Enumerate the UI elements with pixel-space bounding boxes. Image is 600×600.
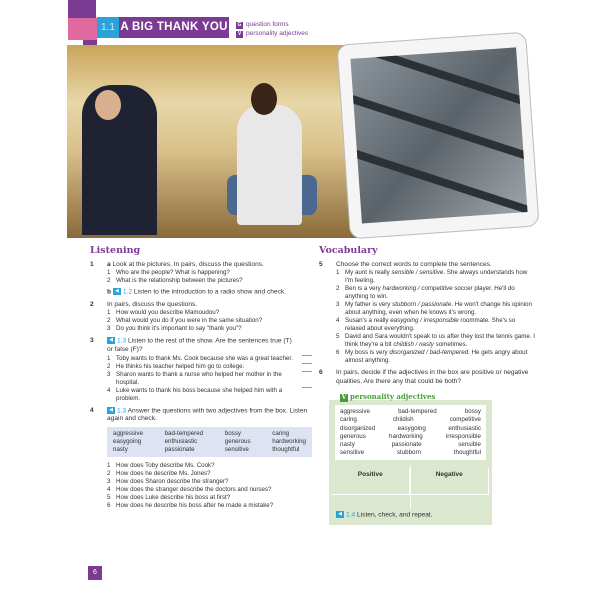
sentence <box>336 349 537 365</box>
track-number: 1.3 <box>117 406 127 414</box>
adjective: bad-tempered <box>398 408 437 416</box>
listening-section <box>90 244 312 514</box>
adjective: generous <box>340 432 366 440</box>
question-text: How does Toby describe Ms. Cook? <box>116 461 215 469</box>
text: roommate. She's so relaxed about everything. <box>345 317 516 333</box>
question <box>107 478 312 486</box>
question-text: What would you do if you were in the same situation? <box>116 317 263 325</box>
question-text: Who are the people? What is happening? <box>116 269 230 277</box>
question-number: 3 <box>107 477 111 485</box>
part-letter: a <box>107 261 111 268</box>
exercise-5 <box>319 261 537 365</box>
question: 1 How would you describe Mamoudou? <box>107 309 220 317</box>
vocabulary-icon: V <box>341 394 347 402</box>
decor-square <box>68 18 97 40</box>
adjective: sensible <box>458 441 481 449</box>
text: My boss is very <box>345 349 390 357</box>
instruction: Answer the questions with two adjectives from the box. Listen again and check. <box>107 406 308 423</box>
text: . She always understands how I'm feeling. <box>345 269 528 285</box>
question-number: 5 <box>107 493 111 501</box>
audio-icon[interactable]: ◀ <box>113 288 121 295</box>
adjective: sensitive <box>340 449 365 457</box>
question <box>107 470 312 478</box>
instruction: Look at the pictures. In pairs, discuss the questions. <box>112 261 264 268</box>
tablet-image <box>336 32 539 240</box>
adjective: easygoing <box>397 424 426 432</box>
text: My father is very <box>345 301 393 309</box>
exercise-number: 3 <box>90 337 94 345</box>
sorting-table <box>332 465 489 508</box>
word-box <box>107 427 312 457</box>
part-letter: b <box>107 288 112 296</box>
adjective: aggressive <box>340 408 370 416</box>
question <box>107 462 312 470</box>
question <box>107 502 312 510</box>
word-choice[interactable]: hardworking / competitive <box>382 285 453 293</box>
statement: 1 Toby wants to thank Ms. Cook because she was a great teacher. <box>107 355 298 363</box>
sentence-number: 4 <box>336 317 340 325</box>
exercise-1 <box>90 261 312 297</box>
word-choice[interactable]: childish / nasty <box>393 341 434 349</box>
sentence-text <box>345 317 537 333</box>
word: caring <box>272 429 290 437</box>
meeting-photo <box>67 45 357 238</box>
word: passionate <box>164 445 195 453</box>
vocabulary-section <box>319 244 537 525</box>
sentence <box>336 317 537 333</box>
question: 3 Do you think it's important to say "thank you"? <box>107 325 242 333</box>
exercise-3 <box>90 337 312 402</box>
column-header: Negative <box>411 468 490 494</box>
question: 2 What would you do if you were in the same situation? <box>107 317 263 325</box>
photo-head <box>95 90 121 120</box>
adjective: irresponsible <box>445 432 481 440</box>
tag-vocabulary <box>236 29 308 38</box>
text: . He gets angry about almost anything. <box>345 349 528 365</box>
adjective: stubborn <box>396 449 421 457</box>
instruction: In pairs, decide if the adjectives in the box are positive or negative qualities. Are there any that could be both? <box>336 369 529 385</box>
audio-icon[interactable]: ◀ <box>107 407 115 414</box>
word: bad-tempered <box>164 429 204 437</box>
adjective: caring <box>340 416 357 424</box>
vocabulary-icon: V <box>237 31 242 37</box>
question-text: How does he describe his boss after he made a mistake? <box>116 501 274 509</box>
exercise-2 <box>90 301 312 333</box>
sentence-text <box>345 285 537 301</box>
page-title: A BIG THANK YOU <box>119 17 229 38</box>
decor-square <box>68 0 96 18</box>
column-header: Positive <box>332 468 410 494</box>
word-choice[interactable]: stubborn / passionate <box>392 301 452 309</box>
adjective: competitive <box>449 416 481 424</box>
answer-blank[interactable] <box>302 371 312 372</box>
instruction: Listen to the rest of the show. Are the sentences true (T) or false (F)? <box>107 337 292 354</box>
adjective-row <box>340 408 481 416</box>
tablet-screen-photo <box>350 47 527 223</box>
adjective-row <box>340 449 481 457</box>
sentence-text <box>345 349 537 365</box>
question-text: How does he describe Ms. Jones? <box>116 469 211 477</box>
answer-blank[interactable] <box>302 355 312 356</box>
word: nasty <box>113 445 128 453</box>
adjective-list <box>335 405 486 460</box>
adjective: bossy <box>464 408 481 416</box>
word-choice[interactable]: easygoing / irresponsible <box>390 317 459 325</box>
track-number: 1.4 <box>346 511 356 519</box>
section-heading: Vocabulary <box>319 245 378 256</box>
text: . He won't change his opinion about anything, even when he knows it's wrong. <box>345 301 532 317</box>
text: Ben is a very <box>345 285 383 293</box>
unit-number: 1.1 <box>97 17 119 38</box>
question <box>107 494 312 502</box>
question-text: How would you describe Mamoudou? <box>116 309 220 317</box>
adjective: hardworking <box>389 432 423 440</box>
page-number: 6 <box>88 566 102 580</box>
question-text: How does Sharon describe the stranger? <box>116 477 229 485</box>
instruction: In pairs, discuss the questions. <box>107 301 198 309</box>
track-number: 1.2 <box>122 288 133 296</box>
word-choice[interactable]: disorganized / bad-tempered <box>389 349 469 357</box>
text: David and Sara wouldn't speak to us after they lost the tennis game. I think they're a bit <box>345 333 536 349</box>
sentence <box>336 285 537 301</box>
audio-icon[interactable]: ◀ <box>336 511 344 518</box>
sentence-number: 5 <box>336 333 340 341</box>
statement: 3 Sharon wants to thank a nurse who helped her mother in the hospital. <box>107 371 298 387</box>
sentence-number: 1 <box>336 269 340 277</box>
box-title: personality adjectives <box>350 392 436 402</box>
sentence <box>336 333 537 349</box>
question-number: 1 <box>107 461 111 469</box>
statement-text: He thinks his teacher helped him go to college. <box>116 362 245 370</box>
exercise-number: 1 <box>90 261 94 268</box>
question-text: How does Luke describe his boss at first? <box>116 493 231 501</box>
exercise-number: 6 <box>319 369 323 377</box>
question-text: What is the relationship between the pictures? <box>116 277 243 285</box>
text: My aunt is really <box>345 269 392 277</box>
balcony <box>350 147 527 224</box>
personality-adjectives-box <box>329 392 492 524</box>
word: bossy <box>224 429 241 437</box>
statement-text: Luke wants to thank his boss because she helped him with a problem. <box>116 386 283 402</box>
sentence-number: 2 <box>336 285 340 293</box>
sentence-number: 6 <box>336 349 340 357</box>
instruction: Listen, check, and repeat. <box>357 511 433 519</box>
question-number: 6 <box>107 501 111 509</box>
sentence <box>336 301 537 317</box>
instruction: Listen to the introduction to a radio show and check. <box>133 288 287 296</box>
adjective-row <box>340 416 481 424</box>
statement-text: Sharon wants to thank a nurse who helped her mother in the hospital. <box>116 370 282 386</box>
text: sometimes. <box>433 341 468 349</box>
statement-text: Toby wants to thank Ms. Cook because she was a great teacher. <box>116 354 293 362</box>
answer-blank[interactable] <box>302 363 312 364</box>
sentence-text <box>345 333 537 349</box>
word: sensitive <box>224 445 249 453</box>
adjective: enthusiastic <box>448 424 481 432</box>
word: thoughtful <box>272 445 300 453</box>
tag-grammar <box>236 20 308 29</box>
word-choice[interactable]: sensible / sensitive <box>391 269 444 277</box>
question: 2 What is the relationship between the pictures? <box>107 277 243 285</box>
adjective-row <box>340 433 481 441</box>
exercise-number: 5 <box>319 261 323 268</box>
exercise-number: 2 <box>90 301 94 309</box>
answer-blank[interactable] <box>302 387 312 388</box>
text: soccer player. He'll do anything to win. <box>345 285 515 301</box>
adjective-row <box>340 425 481 433</box>
track-number: 1.3 <box>117 337 127 345</box>
adjective: disorganized <box>340 424 376 432</box>
adjective: childish <box>392 416 414 424</box>
adjective: nasty <box>340 441 355 449</box>
instruction: Choose the correct words to complete the sentences. <box>336 261 492 268</box>
sentence-text <box>345 269 537 285</box>
question-number: 2 <box>107 469 111 477</box>
photo-person-right <box>237 105 302 225</box>
exercise-6 <box>319 369 537 386</box>
exercise-number: 4 <box>90 406 94 414</box>
text: Susan's a really <box>345 317 391 325</box>
lesson-tags <box>236 20 308 38</box>
photo-head <box>251 83 277 115</box>
word: hardworking <box>272 437 306 445</box>
audio-icon[interactable]: ◀ <box>107 337 115 344</box>
question-text: Do you think it's important to say "thank you"? <box>116 325 242 333</box>
tag-label: question forms <box>246 21 289 28</box>
question-text: How does the stranger describe the doctors and nurses? <box>116 485 272 493</box>
statement: 4 Luke wants to thank his boss because she helped him with a problem. <box>107 387 298 403</box>
question: 1 Who are the people? What is happening? <box>107 269 230 277</box>
question-number: 4 <box>107 485 111 493</box>
adjective: passionate <box>391 441 422 449</box>
word: enthusiastic <box>164 437 198 445</box>
adjective-row <box>340 441 481 449</box>
word: aggressive <box>113 429 143 437</box>
grammar-icon: G <box>237 22 242 28</box>
exercise-4 <box>90 407 312 510</box>
word: easygoing <box>113 437 142 445</box>
statement: 2 He thinks his teacher helped him go to college. <box>107 363 298 371</box>
negative-column[interactable] <box>411 465 490 508</box>
section-heading: Listening <box>90 245 141 256</box>
word: generous <box>224 437 251 445</box>
adjective: thoughtful <box>453 449 481 457</box>
tag-label: personality adjectives <box>246 30 309 37</box>
question <box>107 486 312 494</box>
sentence-text <box>345 301 537 317</box>
sentence-number: 3 <box>336 301 340 309</box>
sentence <box>336 269 537 285</box>
positive-column[interactable] <box>332 465 411 508</box>
